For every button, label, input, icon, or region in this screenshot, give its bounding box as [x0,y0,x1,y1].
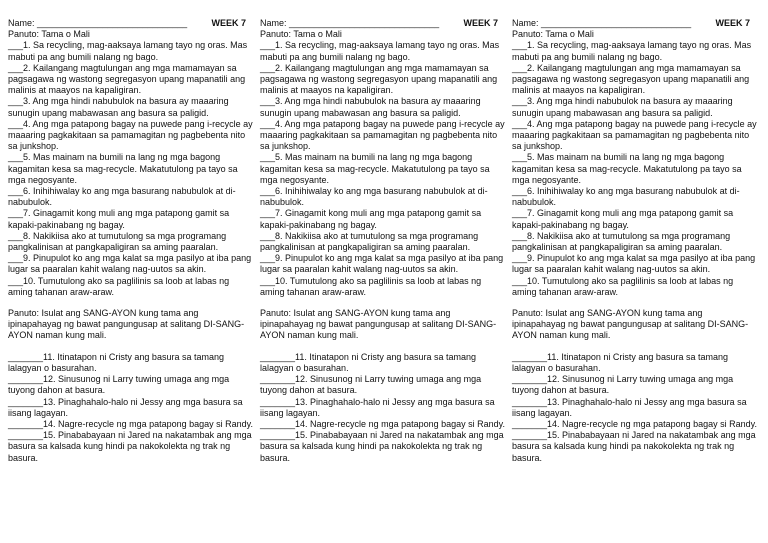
question-9: ___9. Pinupulot ko ang mga kalat sa mga pasilyo at iba pang lugar sa paaralan kahit walang nag-uutos sa akin. [8,253,252,275]
question-6: ___6. Inihihiwalay ko ang mga basurang nabubulok at di-nabubulok. [8,186,236,208]
question-11: _______11. Itinatapon ni Cristy ang basura sa tamang lalagyan o basurahan. [512,351,728,373]
worksheet-column-3 [510,18,762,543]
question-2: ___2. Kailangang magtulungan ang mga mamamayan sa pagsagawa ng wastong segregasyon upang mapanatili ang malinis at maayos na kapaligiran. [260,62,498,96]
question-6: ___6. Inihihiwalay ko ang mga basurang nabubulok at di-nabubulok. [260,186,488,208]
question-8: ___8. Nakikiisa ako at tumutulong sa mga programang pangkalinisan at pangkapaligiran sa aming paaralan. [260,230,479,253]
question-10: ___10. Tumutulong ako sa paglilinis sa loob at labas ng aming tahanan araw-araw. [512,275,734,297]
question-13: _______13. Pinaghahalo-halo ni Jessy ang mga basura sa iisang lagayan. [260,396,495,418]
question-14: _______14. Nagre-recycle ng mga patapong bagay si Randy. [260,418,505,429]
question-9: ___9. Pinupulot ko ang mga kalat sa mga pasilyo at iba pang lugar sa paaralan kahit walang nag-uutos sa akin. [260,253,504,275]
question-3: ___3. Ang mga hindi nabubulok na basura ay maaaring sunugin upang mabawasan ang basura sa paligid. [260,96,481,118]
part1-instruction: Panuto: Tama o Mali [260,29,342,40]
question-5: ___5. Mas mainam na bumili na lang ng mga bagong kagamitan kesa sa mag-recycle. Makatutulong pa tayo sa mga negosyante. [512,152,742,185]
part2-instruction: Panuto: Isulat ang SANG-AYON kung tama ang ipinapahayag ng bawat pangungusap at salitang DI-SANG-AYON naman kung mali. [8,308,245,341]
part1-instruction: Panuto: Tama o Mali [512,29,594,40]
question-9: ___9. Pinupulot ko ang mga kalat sa mga pasilyo at iba pang lugar sa paaralan kahit walang nag-uutos sa akin. [512,253,756,275]
question-15: _______15. Pinababayaan ni Jared na nakatambak ang mga basura sa kalsada kung hindi pa nakokolekta ng trak ng basura. [8,430,252,463]
question-12: _______12. Sinusunog ni Larry tuwing umaga ang mga tuyong dahon at basura. [8,374,230,396]
question-14: _______14. Nagre-recycle ng mga patapong bagay si Randy. [512,418,757,429]
question-11: _______11. Itinatapon ni Cristy ang basura sa tamang lalagyan o basurahan. [260,351,476,373]
question-14: _______14. Nagre-recycle ng mga patapong bagay si Randy. [8,418,253,429]
question-13: _______13. Pinaghahalo-halo ni Jessy ang mga basura sa iisang lagayan. [8,396,243,418]
question-11: _______11. Itinatapon ni Cristy ang basura sa tamang lalagyan o basurahan. [8,351,224,373]
question-3: ___3. Ang mga hindi nabubulok na basura ay maaaring sunugin upang mabawasan ang basura sa paligid. [512,96,733,118]
part2-items [260,352,506,464]
worksheet-header [8,18,254,29]
question-10: ___10. Tumutulong ako sa paglilinis sa loob at labas ng aming tahanan araw-araw. [8,275,230,297]
name-label: Name: ______________________________ [512,18,692,28]
question-5: ___5. Mas mainam na bumili na lang ng mga bagong kagamitan kesa sa mag-recycle. Makatutulong pa tayo sa mga negosyante. [260,152,490,185]
question-12: _______12. Sinusunog ni Larry tuwing umaga ang mga tuyong dahon at basura. [512,374,734,396]
question-1: ___1. Sa recycling, mag-aaksaya lamang tayo ng oras. Mas mabuti pa ang bumili nalang ng bago. [8,40,248,62]
question-3: ___3. Ang mga hindi nabubulok na basura ay maaaring sunugin upang mabawasan ang basura sa paligid. [8,96,229,118]
question-7: ___7. Ginagamit kong muli ang mga patapong gamit sa kapaki-pakinabang ng bagay. [260,208,482,230]
part2-instruction: Panuto: Isulat ang SANG-AYON kung tama ang ipinapahayag ng bawat pangungusap at salitang DI-SANG-AYON naman kung mali. [512,308,749,341]
question-2: ___2. Kailangang magtulungan ang mga mamamayan sa pagsagawa ng wastong segregasyon upang mapanatili ang malinis at maayos na kapaligiran. [8,62,246,96]
question-1: ___1. Sa recycling, mag-aaksaya lamang tayo ng oras. Mas mabuti pa ang bumili nalang ng bago. [260,40,500,62]
question-7: ___7. Ginagamit kong muli ang mga patapong gamit sa kapaki-pakinabang ng bagay. [512,208,734,230]
question-4: ___4. Ang mga patapong bagay na puwede pang i-recycle ay maaaring pagkakitaan sa pamamagitan ng pagbebenta nito sa junkshop. [260,118,505,152]
question-4: ___4. Ang mga patapong bagay na puwede pang i-recycle ay maaaring pagkakitaan sa pamamagitan ng pagbebenta nito sa junkshop. [512,118,757,152]
week-label: WEEK 7 [463,18,498,28]
part1-instruction: Panuto: Tama o Mali [8,29,90,40]
question-10: ___10. Tumutulong ako sa paglilinis sa loob at labas ng aming tahanan araw-araw. [260,275,482,297]
question-12: _______12. Sinusunog ni Larry tuwing umaga ang mga tuyong dahon at basura. [260,374,482,396]
question-1: ___1. Sa recycling, mag-aaksaya lamang tayo ng oras. Mas mabuti pa ang bumili nalang ng bago. [512,40,752,62]
worksheet-column-2 [258,18,510,543]
question-4: ___4. Ang mga patapong bagay na puwede pang i-recycle ay maaaring pagkakitaan sa pamamagitan ng pagbebenta nito sa junkshop. [8,118,253,152]
question-15: _______15. Pinababayaan ni Jared na nakatambak ang mga basura sa kalsada kung hindi pa nakokolekta ng trak ng basura. [512,430,756,463]
question-13: _______13. Pinaghahalo-halo ni Jessy ang mga basura sa iisang lagayan. [512,396,747,418]
question-6: ___6. Inihihiwalay ko ang mga basurang nabubulok at di-nabubulok. [512,186,740,208]
worksheet-column-1 [6,18,258,543]
week-label: WEEK 7 [211,18,246,28]
question-15: _______15. Pinababayaan ni Jared na nakatambak ang mga basura sa kalsada kung hindi pa nakokolekta ng trak ng basura. [260,430,504,463]
name-label: Name: ______________________________ [260,18,440,28]
question-8: ___8. Nakikiisa ako at tumutulong sa mga programang pangkalinisan at pangkapaligiran sa aming paaralan. [512,230,731,253]
question-2: ___2. Kailangang magtulungan ang mga mamamayan sa pagsagawa ng wastong segregasyon upang mapanatili ang malinis at maayos na kapaligiran. [512,62,750,96]
week-label: WEEK 7 [715,18,750,28]
part2-items [512,352,758,464]
name-label: Name: ______________________________ [8,18,188,28]
question-5: ___5. Mas mainam na bumili na lang ng mga bagong kagamitan kesa sa mag-recycle. Makatutulong pa tayo sa mga negosyante. [8,152,238,185]
part2-instruction: Panuto: Isulat ang SANG-AYON kung tama ang ipinapahayag ng bawat pangungusap at salitang DI-SANG-AYON naman kung mali. [260,308,497,341]
worksheet-header [260,18,506,29]
worksheet-header [512,18,758,29]
question-7: ___7. Ginagamit kong muli ang mga patapong gamit sa kapaki-pakinabang ng bagay. [8,208,230,230]
part2-items [8,352,254,464]
question-8: ___8. Nakikiisa ako at tumutulong sa mga programang pangkalinisan at pangkapaligiran sa aming paaralan. [8,230,227,253]
